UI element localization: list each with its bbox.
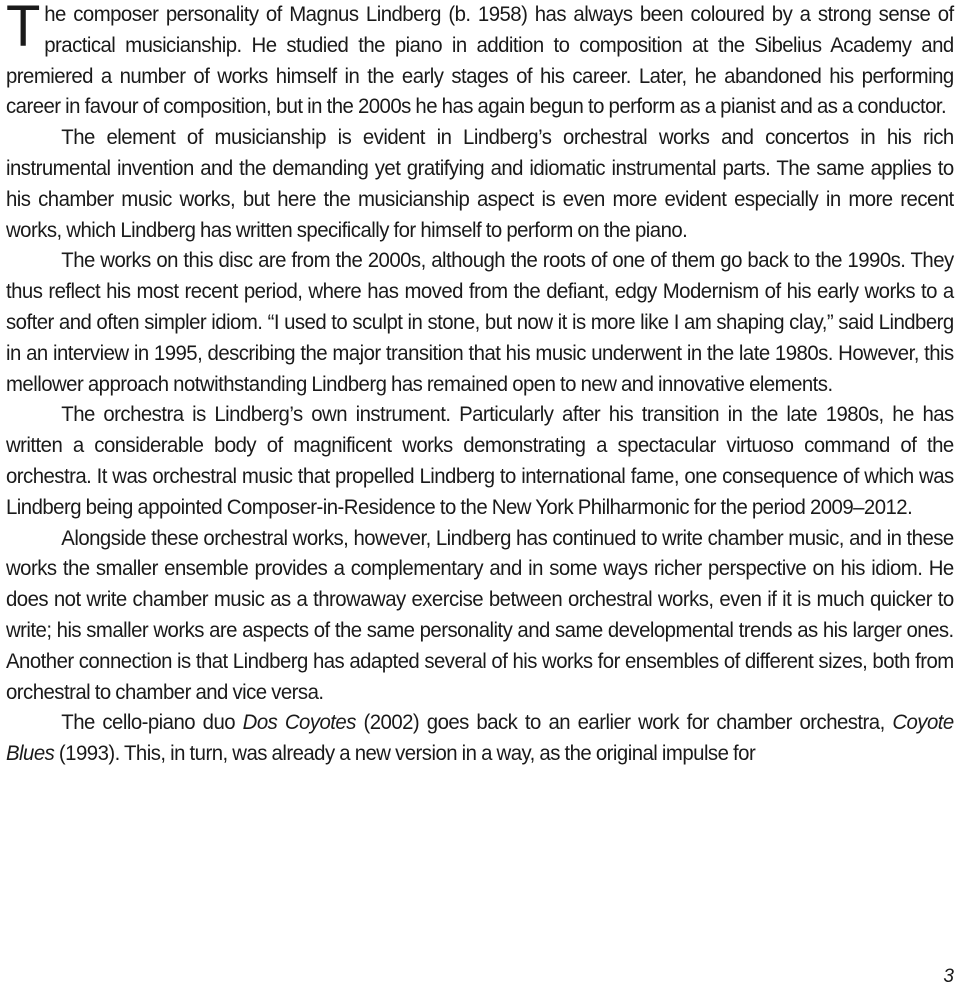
paragraph-5: Alongside these orchestral works, however, Lindberg has continued to write chamber music, and in these works the smaller ensemble provides a complementary and in some ways richer perspective on his idiom. He does not write chamber music as a throwaway exercise between orchestral works, even if it is much quicker to write; his smaller works are aspects of the same personality and same developmental trends as his larger ones. Another connection is that Lindberg has adapted several of his works for ensembles of different sizes, both from orchestral to chamber and vice versa. xyxy=(6,526,954,704)
paragraph-6 xyxy=(6,708,954,770)
paragraph-1 xyxy=(6,0,954,123)
page-number: 3 xyxy=(943,966,954,987)
paragraph-2: The element of musicianship is evident in Lindberg’s orchestral works and concertos in his rich instrumental invention and the demanding yet gratifying and idiomatic instrumental parts. The same applies to his chamber music works, but here the musicianship aspect is even more evident especially in more recent works, which Lindberg has written specifically for himself to perform on the piano. xyxy=(6,126,954,242)
document-page xyxy=(6,0,954,992)
paragraph-1-text: he composer personality of Magnus Lindberg (b. 1958) has always been coloured by a strong sense of practical musicianship. He studied the piano in addition to composition at the Sibelius Academy and premiered a number of works himself in the early stages of his career. Later, he abandoned his performing career in favour of composition, but in the 2000s he has again begun to perform as a pianist and as a conductor. xyxy=(6,3,954,119)
work-title-coyote-blues: Coyote Blues xyxy=(6,711,954,766)
paragraph-6-text-c: (1993). This, in turn, was already a new version in a way, as the original impulse for xyxy=(54,742,756,766)
paragraph-6-text-a: The cello-piano duo xyxy=(61,711,243,735)
drop-cap: T xyxy=(6,0,41,59)
paragraph-6-text-b: (2002) goes back to an earlier work for chamber orchestra, xyxy=(355,711,893,735)
work-title-dos-coyotes: Dos Coyotes xyxy=(242,711,356,735)
paragraph-4: The orchestra is Lindberg’s own instrument. Particularly after his transition in the late 1980s, he has written a considerable body of magnificent works demonstrating a spectacular virtuoso command of the orchestra. It was orchestral music that propelled Lindberg to international fame, one consequence of which was Lindberg being appointed Composer-in-Residence to the New York Philharmonic for the period 2009–2012. xyxy=(6,403,954,519)
paragraph-3: The works on this disc are from the 2000s, although the roots of one of them go back to the 1990s. They thus reflect his most recent period, where has moved from the defiant, edgy Modernism of his early works to a softer and often simpler idiom. “I used to sculpt in stone, but now it is more like I am shaping clay,” said Lindberg in an interview in 1995, describing the major transition that his music underwent in the late 1980s. However, this mellower approach notwithstanding Lindberg has remained open to new and innovative elements. xyxy=(6,249,954,396)
